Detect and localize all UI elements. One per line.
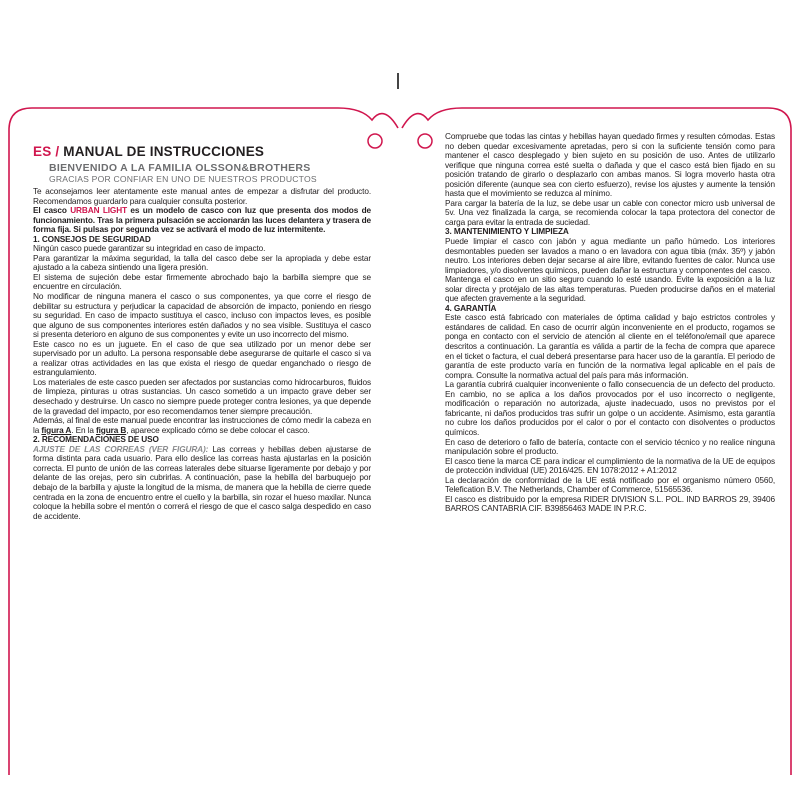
right-page bbox=[445, 132, 775, 514]
section-4-paragraph: Este casco está fabricado con materiales de óptima calidad y bajo estrictos controles y estándares de calidad. En caso de ocurrir algún inconveniente en el producto, rogamos se ponga en contacto con el servicio de atención al cliente en el teléfono/email que aparece descritos a continuación. La garantía es válida a partir de la fecha de compra que aparece en el ticket o factura, el cual deberá presentarse para hacer uso de la garantía. El periodo de garantía de este producto varía en función de la normativa legal aplicable en el país de compra. Consulte la normativa actual del país para más información. bbox=[445, 313, 775, 380]
section-4-paragraph: La garantía cubrirá cualquier inconveniente o fallo consecuencia de un defecto del producto. En cambio, no se aplica a los daños provocados por el uso incorrecto o negligente, modificación o reparación no autorizada, ajuste inadecuado, usos no previstos por el fabricante, ni daños producidos tras sufrir un golpe o un accidente. Asimismo, esta garantía no cubre los daños producidos por el calor o por el contacto con disolventes o productos químicos. bbox=[445, 380, 775, 437]
manual-title-text: MANUAL DE INSTRUCCIONES bbox=[63, 144, 265, 159]
section-3-heading: 3. MANTENIMIENTO Y LIMPIEZA bbox=[445, 227, 569, 237]
section-1-paragraph: Para garantizar la máxima seguridad, la talla del casco debe ser la apropiada y debe estar ajustado a la cabeza sintiendo una ligera presión. bbox=[33, 253, 371, 273]
language-code: ES bbox=[33, 144, 52, 159]
section-1-heading: 1. CONSEJOS DE SEGURIDAD bbox=[33, 234, 151, 244]
brand-name: URBAN LIGHT bbox=[70, 206, 127, 216]
figure-reference-paragraph: Además, al final de este manual puede encontrar las instrucciones de cómo medir la cabeza en la figura A. En la figura B, aparece explicado cómo se debe colocar el casco. bbox=[33, 416, 371, 435]
section-1-paragraph: No modificar de ninguna manera el casco o sus componentes, ya que corre el riesgo de debilitar su estructura y perjudicar la capacidad de absorción de impacto, poniendo en riesgo su seguridad. En caso de impacto sustituya el casco, incluso con impactos leves, es posible que alguno de sus componentes interiores estén dañados y no sea visible. Sustituya el casco si presenta deterioro en alguno de sus componentes y evite un uso incorrecto del mismo. bbox=[33, 292, 371, 340]
manual-title bbox=[33, 144, 371, 159]
section-1-paragraph: Este casco no es un juguete. En el caso de que sea utilizado por un menor debe ser supervisado por un adulto. La persona responsable debe asegurarse de quitarle el casco si va a realizar otras actividades en las que exista el riesgo de quedar enganchado o riesgo de estrangulamiento. bbox=[33, 339, 371, 378]
strap-adjustment-paragraph: AJUSTE DE LAS CORREAS (VER FIGURA): Las correas y hebillas deben ajustarse de forma distinta para cada usuario. Para ello deslice las correas hasta ajustarlas en la posición correcta. El punto de unión de las correas laterales debe situarse ligeramente por debajo y por delante de las orejas, pero sin cubrirlas. A continuación, pase la hebilla del barbuquejo por debajo de la barbilla y ajuste la longitud de la misma, de manera que la hebilla de cierre quede centrada en la zona de encuentro entre el cuello y la barbilla, sin rozar el hueso maxilar. Nunca coloque la hebilla sobre el mentón o correrá el riesgo de que el casco salga despedido en caso de accidente. bbox=[33, 444, 371, 521]
section-1-paragraph: Ningún casco puede garantizar su integridad en caso de impacto. bbox=[33, 244, 266, 254]
usage-paragraph: Compruebe que todas las cintas y hebillas hayan quedado firmes y resulten cómodas. Estas no deben quedar excesivamente apretadas, pero si con la suficiente tensión como para mantener el casco desplegado y bien sujeto en su posición de uso. Antes de utilizarlo verifique que ninguna correa esté suelta o dañada y que el casco está bien fijado en su posición tratando de girarlo o desplazarlo con ambas manos. Si logra moverlo hasta otra posición diferente (aunque sea con cierto esfuerzo), revise los ajustes y aumente la tensión hasta que el movimiento se reduzca al mínimo. bbox=[445, 132, 775, 199]
section-1-paragraph: Los materiales de este casco pueden ser afectados por sustancias como hidrocarburos, fluidos de limpieza, pinturas u otras sustancias. Un casco sometido a un impacto grave deber ser desechado y destruirse. Un casco no siempre puede proteger contra lesiones, ya que depende de la gravedad del impacto, por eso recomendamos tener siempre precaución. bbox=[33, 377, 371, 416]
thanks-subheading: GRACIAS POR CONFIAR EN UNO DE NUESTROS PRODUCTOS bbox=[49, 174, 317, 184]
section-4-paragraph: El casco tiene la marca CE para indicar el cumplimiento de la normativa de la UE de equipos de protección individual (UE) 2016/425. EN 1078:2012 + A1:2012 bbox=[445, 456, 775, 476]
section-3-paragraph: Puede limpiar el casco con jabón y agua mediante un paño húmedo. Los interiores desmontables pueden ser lavados a mano o en lavadora con agua tibia (máx. 35º) y jabón neutro. Los interiores deben dejar secarse al aire libre, evitando fuentes de calor. Nunca use limpiadores, y/o disolventes químicos, pueden dañar la estructura y componentes del casco. bbox=[445, 237, 775, 275]
charging-paragraph: Para cargar la batería de la luz, se debe usar un cable con conector micro usb universal de 5v. Una vez finalizada la carga, se recomienda colocar la tapa protectora del conector de carga para evitar la entrada de suciedad. bbox=[445, 198, 775, 227]
section-4-paragraph: El casco es distribuido por la empresa RIDER DIVISION S.L. POL. IND BARROS 29, 39406 BARROS CANTABRIA CIF. B39856463 MADE IN P.R.C. bbox=[445, 494, 775, 514]
section-3-paragraph: Mantenga el casco en un sitio seguro cuando lo esté usando. Evite la exposición a la luz solar directa y protéjalo de las altas temperaturas. Pueden producirse daños en el material que afecten gravemente a la seguridad. bbox=[445, 275, 775, 304]
section-4-paragraph: En caso de deterioro o fallo de batería, contacte con el servicio técnico y no realice ninguna manipulación sobre el producto. bbox=[445, 437, 775, 457]
welcome-heading: BIENVENIDO A LA FAMILIA OLSSON&BROTHERS bbox=[49, 162, 311, 174]
title-separator: / bbox=[55, 144, 60, 159]
figure-b-reference: figura B bbox=[96, 425, 127, 435]
left-page bbox=[33, 135, 371, 521]
section-4-paragraph: La declaración de conformidad de la UE está notificado por el organismo número 0560, Telefication B.V. The Netherlands, Chamber of Commerce, 51565536. bbox=[445, 475, 775, 495]
strap-adjustment-subheading: AJUSTE DE LAS CORREAS (VER FIGURA): bbox=[33, 444, 209, 454]
section-4-heading: 4. GARANTÍA bbox=[445, 303, 497, 313]
right-page-punch-hole bbox=[418, 134, 432, 148]
section-2-heading: 2. RECOMENDACIONES DE USO bbox=[33, 435, 159, 445]
intro-paragraph: Te aconsejamos leer atentamente este manual antes de empezar a disfrutar del producto. Recomendamos guardarlo para cualquier consulta posterior. bbox=[33, 187, 371, 206]
figure-a-reference: figura A bbox=[41, 425, 72, 435]
section-1-paragraph: El sistema de sujeción debe estar firmemente abrochado bajo la barbilla siempre que se encuentre en circulación. bbox=[33, 272, 371, 292]
light-modes-paragraph: El casco URBAN LIGHT es un modelo de casco con luz que presenta dos modos de funcionamiento. Tras la primera pulsación se accionarán las luces delantera y trasera de forma fija. Si pulsas por segunda vez se activará el modo de luz intermitente. bbox=[33, 206, 371, 235]
